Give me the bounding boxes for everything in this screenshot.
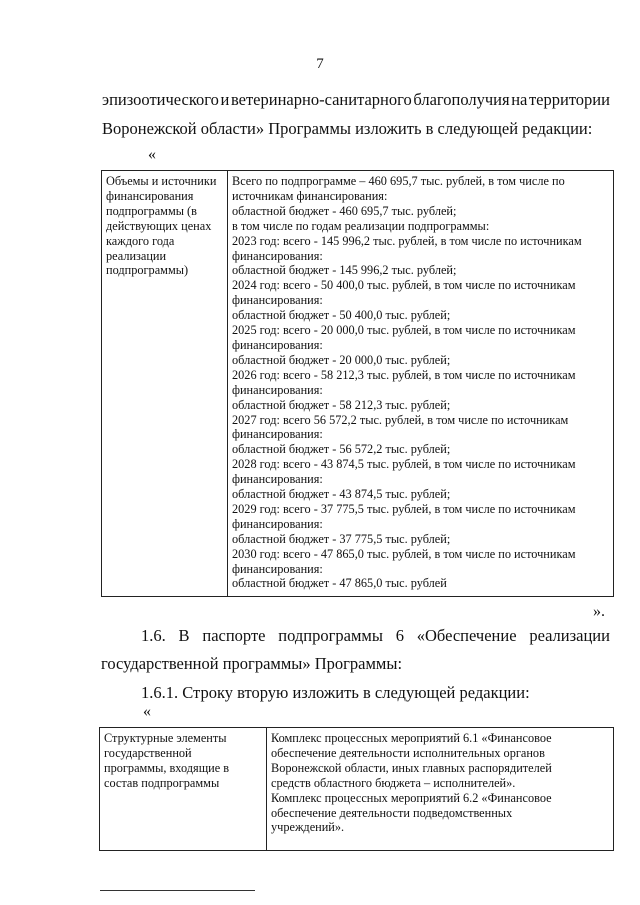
cell-line: Комплекс процессных мероприятий 6.1 «Финансовое — [271, 731, 552, 745]
cell-line: обеспечение деятельности подведомственных — [271, 805, 513, 820]
word: подпрограммы — [278, 626, 383, 645]
word: 6 — [395, 626, 404, 645]
cell-line: подпрограммы) — [106, 263, 189, 278]
cell-line: реализации — [106, 248, 167, 263]
section-1-6-line-1 — [141, 628, 610, 645]
word: 1.6. — [141, 626, 166, 645]
cell-line: финансирования: — [232, 382, 323, 397]
cell-line: областной бюджет - 20 000,0 тыс. рублей; — [232, 352, 451, 367]
cell-line: финансирования: — [232, 427, 323, 442]
opening-quote-2: « — [143, 703, 151, 720]
cell-line: обеспечение деятельности исполнительных органов — [271, 745, 545, 760]
word: благополучия — [413, 90, 510, 109]
closing-quote: ». — [593, 603, 605, 620]
cell-line: 2023 год: всего - 145 996,2 тыс. рублей, в том числе по источникам — [232, 233, 582, 248]
cell-line: финансирования: — [232, 472, 323, 487]
cell-line: финансирования: — [232, 293, 323, 308]
cell-line: областной бюджет - 145 996,2 тыс. рублей; — [232, 263, 457, 278]
cell-line: областной бюджет - 56 572,2 тыс. рублей; — [232, 442, 451, 457]
structural-elements-table — [99, 727, 614, 851]
cell-line: действующих ценах — [106, 218, 212, 233]
word: «Обеспечение — [416, 626, 517, 645]
word: ветеринарно-санитарного — [230, 90, 412, 109]
word: и — [220, 90, 230, 109]
opening-quote: « — [148, 146, 156, 163]
cell-line: программы, входящие в — [104, 760, 230, 775]
word: В — [178, 626, 190, 645]
cell-line: каждого года — [106, 233, 175, 248]
structural-values-cell — [267, 728, 613, 850]
cell-line: 2028 год: всего - 43 874,5 тыс. рублей, в том числе по источникам — [232, 457, 576, 472]
page-number: 7 — [316, 56, 324, 72]
cell-line: Воронежской области, иных главных распорядителей — [271, 760, 552, 775]
cell-line: 2030 год: всего - 47 865,0 тыс. рублей, в том числе по источникам — [232, 546, 576, 561]
cell-line: 2029 год: всего - 37 775,5 тыс. рублей, в том числе по источникам — [232, 501, 576, 516]
funding-label-cell — [102, 171, 228, 596]
intro-line-1 — [102, 92, 610, 109]
cell-line: областной бюджет - 43 874,5 тыс. рублей; — [232, 487, 451, 502]
cell-line: состав подпрограммы — [104, 775, 220, 790]
cell-line: источникам финансирования: — [232, 188, 388, 203]
cell-line: областной бюджет - 58 212,3 тыс. рублей; — [232, 397, 451, 412]
word: реализации — [529, 626, 610, 645]
section-1-6-1: 1.6.1. Строку вторую изложить в следующей редакции: — [141, 683, 530, 702]
cell-line: Всего по подпрограмме – 460 695,7 тыс. рублей, в том числе по — [232, 174, 565, 188]
cell-line: 2026 год: всего - 58 212,3 тыс. рублей, в том числе по источникам — [232, 367, 576, 382]
cell-line: 2027 год: всего 56 572,2 тыс. рублей, в том числе по источникам — [232, 412, 569, 427]
cell-line: Структурные элементы — [104, 731, 227, 745]
cell-line: областной бюджет - 47 865,0 тыс. рублей — [232, 576, 447, 591]
cell-line: Комплекс процессных мероприятий 6.2 «Финансовое — [271, 790, 552, 805]
cell-line: 2024 год: всего - 50 400,0 тыс. рублей, в том числе по источникам — [232, 278, 576, 293]
cell-line: областной бюджет - 50 400,0 тыс. рублей; — [232, 308, 451, 323]
intro-line-2: Воронежской области» Программы изложить в следующей редакции: — [102, 119, 593, 138]
cell-line: в том числе по годам реализации подпрограммы: — [232, 218, 490, 233]
funding-values-cell — [228, 171, 613, 596]
cell-line: областной бюджет - 37 775,5 тыс. рублей; — [232, 531, 451, 546]
structural-label-cell — [100, 728, 267, 850]
cell-line: 2025 год: всего - 20 000,0 тыс. рублей, в том числе по источникам — [232, 323, 576, 338]
cell-line: финансирования: — [232, 337, 323, 352]
word: на — [511, 90, 528, 109]
cell-line: учреждений». — [271, 820, 345, 835]
cell-line: финансирования: — [232, 248, 323, 263]
footer-rule — [100, 890, 255, 891]
cell-line: финансирования: — [232, 516, 323, 531]
word: эпизоотического — [102, 90, 219, 109]
cell-line: финансирования — [106, 188, 194, 203]
cell-line: государственной — [104, 745, 192, 760]
word: паспорте — [202, 626, 266, 645]
funding-table — [101, 170, 614, 597]
cell-line: Объемы и источники — [106, 174, 217, 188]
cell-line: подпрограммы (в — [106, 203, 197, 218]
section-1-6-line-2: государственной программы» Программы: — [101, 654, 403, 673]
cell-line: областной бюджет - 460 695,7 тыс. рублей; — [232, 203, 457, 218]
cell-line: средств областного бюджета – исполнителей». — [271, 775, 516, 790]
cell-line: финансирования: — [232, 561, 323, 576]
word: территории — [528, 90, 610, 109]
